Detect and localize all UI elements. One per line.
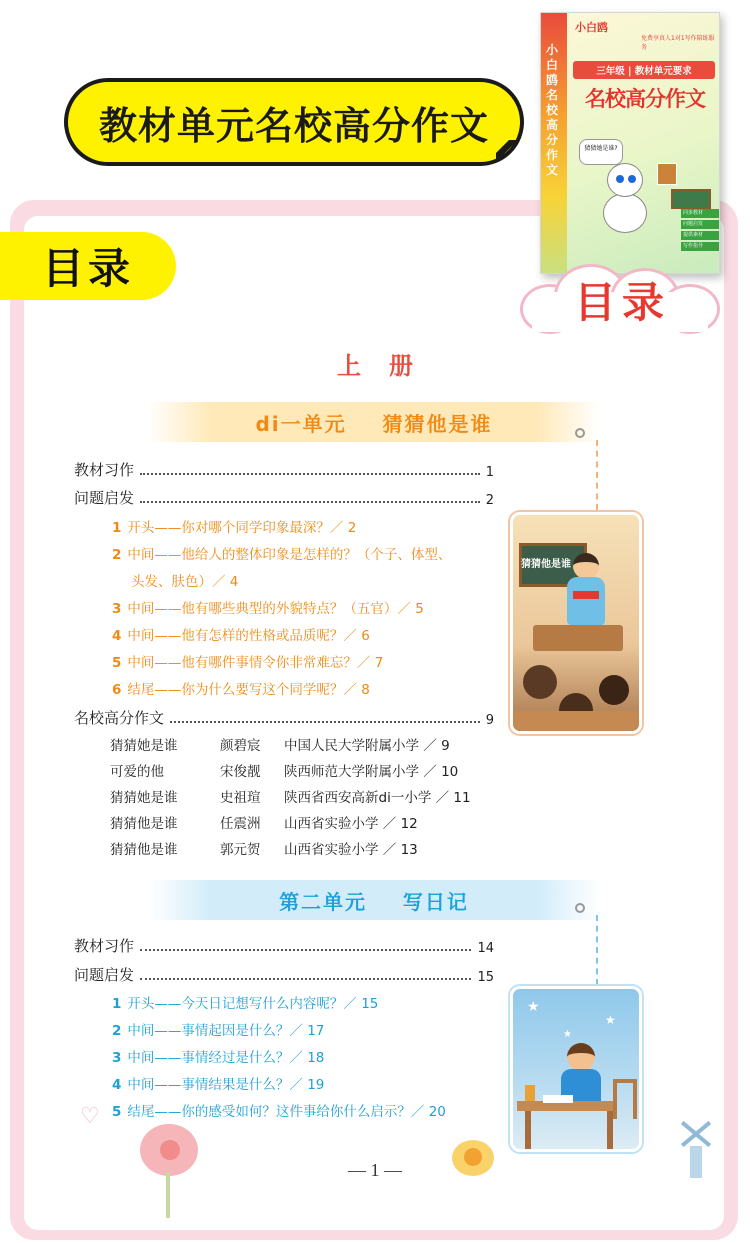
- essay-row[interactable]: [110, 734, 450, 754]
- unit-2-banner: [148, 880, 600, 920]
- toc-entry[interactable]: [74, 932, 494, 956]
- toc-entry[interactable]: [74, 484, 494, 508]
- question-text: 开头——你对哪个同学印象最深？／ 2: [127, 520, 357, 536]
- book-grade-bar: 三年级 | 教材单元要求: [573, 61, 715, 79]
- heart-icon: ♡: [80, 1104, 100, 1129]
- dot-leader: [140, 978, 471, 980]
- question-item[interactable]: [112, 624, 370, 644]
- question-number: 1: [112, 996, 122, 1012]
- pencil-cup: [525, 1085, 535, 1101]
- book-tag: 问题启发: [681, 220, 720, 229]
- volume-title: 上册: [337, 352, 441, 380]
- question-number: 4: [112, 1077, 122, 1093]
- star-icon: ★: [527, 999, 540, 1015]
- question-number: 3: [112, 1050, 122, 1066]
- question-item[interactable]: [112, 992, 378, 1012]
- entry-page: 14: [477, 941, 494, 956]
- essay-author: 颜碧宸: [220, 738, 261, 754]
- essay-author: 任震洲: [220, 816, 261, 832]
- entry-label: 名校高分作文: [74, 709, 165, 727]
- toc-tab: [0, 232, 176, 300]
- question-item[interactable]: [112, 1046, 324, 1066]
- essay-school: 山西省实验小学 ／ 12: [284, 816, 418, 832]
- question-number: 4: [112, 628, 122, 644]
- essay-title: 猜猜他是谁: [110, 842, 178, 858]
- question-item[interactable]: [112, 516, 356, 536]
- entry-page: 9: [485, 713, 494, 728]
- unit-1-banner: [148, 402, 600, 442]
- entry-page: 15: [477, 970, 494, 985]
- classroom-illustration: [510, 512, 642, 734]
- essay-title: 可爱的他: [110, 764, 164, 780]
- book-cover: [540, 12, 720, 274]
- essay-row[interactable]: [110, 838, 418, 858]
- question-item[interactable]: [112, 651, 383, 671]
- essay-title: 猜猜她是谁: [110, 738, 178, 754]
- book-tag: 提供素材: [681, 231, 720, 240]
- teacher-body: [567, 577, 605, 625]
- desk-leg: [525, 1111, 531, 1151]
- question-number: 1: [112, 520, 122, 536]
- essay-author: 宋俊靓: [220, 764, 261, 780]
- question-text: 中间——他有怎样的性格或品质呢？／ 6: [127, 628, 370, 644]
- desk: [513, 711, 642, 734]
- entry-label: 问题启发: [74, 966, 135, 984]
- diary-writing-illustration: [510, 986, 642, 1152]
- question-text: 中间——事情经过是什么？／ 18: [127, 1050, 325, 1066]
- page-number: — 1 —: [348, 1160, 402, 1180]
- book-spine: [541, 13, 567, 274]
- entry-page: 2: [485, 493, 494, 508]
- question-item[interactable]: [112, 597, 424, 617]
- question-text: 中间——他有哪些典型的外貌特点？（五官）／ 5: [127, 601, 424, 617]
- entry-label: 问题启发: [74, 489, 135, 507]
- essay-title: 猜猜她是谁: [110, 790, 178, 806]
- question-item[interactable]: [112, 1019, 324, 1039]
- child-head: [567, 1043, 595, 1071]
- book-question-bubble: 猜猜她是谁?: [579, 139, 623, 165]
- essay-title: 猜猜他是谁: [110, 816, 178, 832]
- toc-entry[interactable]: [74, 456, 494, 480]
- question-item[interactable]: [112, 543, 451, 563]
- essay-row[interactable]: [110, 812, 418, 832]
- question-number: 3: [112, 601, 122, 617]
- book-title: 名校高分作文: [585, 87, 705, 111]
- question-number: 2: [112, 547, 122, 563]
- unit-2-title: 第二单元 写日记: [279, 889, 469, 914]
- title-bubble: [64, 78, 524, 166]
- question-text: 中间——事情结果是什么？／ 19: [127, 1077, 325, 1093]
- essay-author: 郭元贺: [220, 842, 261, 858]
- essay-school: 山西省实验小学 ／ 13: [284, 842, 418, 858]
- book-tags: [681, 209, 720, 253]
- book-tag: 写作指导: [681, 242, 720, 251]
- toc-entry[interactable]: [74, 704, 494, 728]
- question-number: 6: [112, 682, 122, 698]
- essay-school: 中国人民大学附属小学 ／ 9: [284, 738, 450, 754]
- podium: [533, 625, 623, 651]
- question-text: 结尾——你的感受如何？这件事给你什么启示？／ 20: [127, 1104, 446, 1120]
- question-text: 中间——他有哪件事情令你非常难忘？／ 7: [127, 655, 384, 671]
- question-text: 头发、肤色）／ 4: [131, 574, 239, 590]
- toc-tab-label: 目录: [41, 244, 134, 293]
- question-text: 中间——他给人的整体印象是怎样的？（个子、体型、: [127, 547, 452, 563]
- entry-label: 教材习作: [74, 937, 135, 955]
- entry-page: 1: [485, 465, 494, 480]
- essay-school: 陕西省西安高新di一小学 ／ 11: [284, 790, 471, 806]
- essay-row[interactable]: [110, 760, 458, 780]
- hanging-string: [596, 440, 598, 510]
- hanging-string: [596, 915, 598, 985]
- red-scarf: [573, 591, 599, 599]
- book-logo: 小白鸥: [575, 21, 608, 34]
- banner-title: 教材单元名校高分作文: [98, 103, 489, 148]
- essay-school: 陕西师范大学附属小学 ／ 10: [284, 764, 459, 780]
- essay-row[interactable]: [110, 786, 471, 806]
- question-text: 开头——今天日记想写什么内容呢？／ 15: [127, 996, 379, 1012]
- dot-leader: [140, 473, 480, 475]
- question-number: 5: [112, 655, 122, 671]
- star-icon: ★: [605, 1013, 616, 1027]
- dot-leader: [140, 949, 471, 951]
- teacher-head: [573, 553, 599, 579]
- notebook: [543, 1095, 573, 1103]
- book-card-illustration: [657, 163, 677, 185]
- question-number: 5: [112, 1104, 122, 1120]
- toc-entry[interactable]: [74, 961, 494, 985]
- question-item[interactable]: [112, 678, 370, 698]
- star-icon: ★: [563, 1029, 572, 1040]
- book-board-illustration: [671, 189, 711, 209]
- question-item[interactable]: [112, 1100, 446, 1120]
- pin-icon: [575, 428, 585, 438]
- bird-mascot-icon: [599, 163, 651, 235]
- question-text: 中间——事情起因是什么？／ 17: [127, 1023, 325, 1039]
- entry-label: 教材习作: [74, 461, 135, 479]
- student-head: [599, 675, 629, 705]
- question-item[interactable]: [112, 1073, 324, 1093]
- book-tagline: 免费享真人1对1写作陪练服务: [641, 35, 715, 51]
- chair: [613, 1079, 637, 1119]
- blackboard-caption: 猜猜他是谁: [521, 559, 571, 570]
- book-spine-text: 小白鸥名校高分作文: [546, 43, 559, 177]
- dot-leader: [170, 721, 480, 723]
- pin-icon: [575, 903, 585, 913]
- unit-1-title: di一单元 猜猜他是谁: [255, 411, 493, 436]
- book-tag: 同步教材: [681, 209, 720, 218]
- question-text: 结尾——你为什么要写这个同学呢？／ 8: [127, 682, 370, 698]
- student-head: [523, 665, 557, 699]
- essay-author: 史祖瑄: [220, 790, 261, 806]
- question-item-continued[interactable]: [131, 570, 238, 590]
- cloud-title: 目录: [573, 278, 670, 327]
- dot-leader: [140, 501, 480, 503]
- question-number: 2: [112, 1023, 122, 1039]
